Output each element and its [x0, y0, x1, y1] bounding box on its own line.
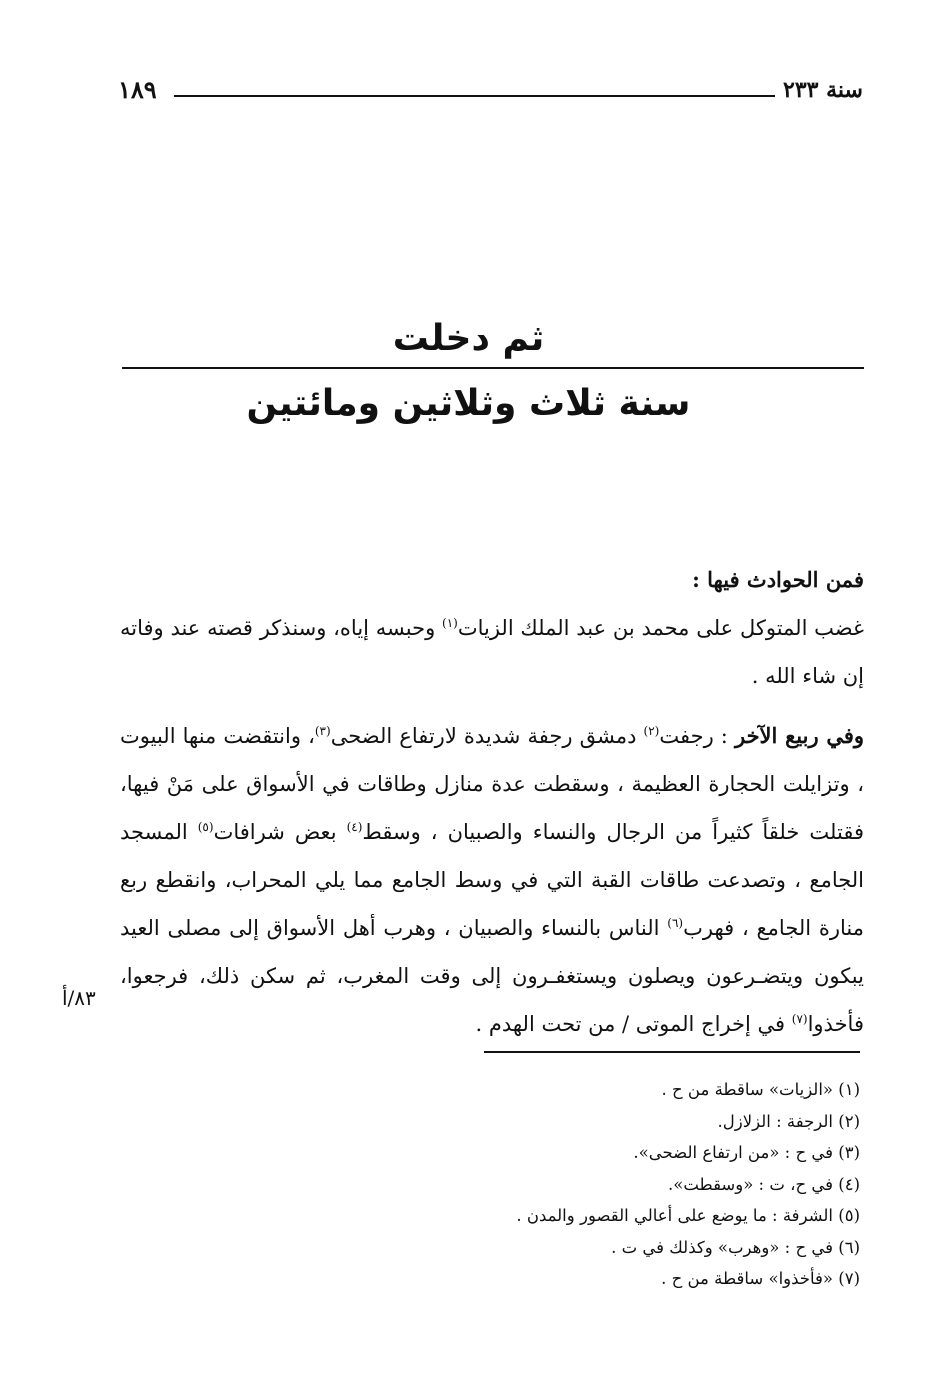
paragraph-2-text-b: دمشق رجفة شديدة لارتفاع الضحى [330, 724, 644, 748]
footnote-6: (٦) في ح : «وهرب» وكذلك في ت . [611, 1237, 860, 1257]
paragraph-1 [120, 604, 864, 700]
footnote-ref-2[interactable]: (٢) [643, 724, 660, 738]
footnote-ref-4[interactable]: (٤) [346, 820, 363, 834]
main-text [120, 556, 864, 1048]
footnote-ref-5[interactable]: (٥) [197, 820, 214, 834]
footnote-ref-6[interactable]: (٦) [667, 916, 684, 930]
chapter-heading-rule [122, 367, 864, 369]
footnote-5: (٥) الشرفة : ما يوضع على أعالي القصور والمدن . [516, 1206, 860, 1225]
footnote-separator [484, 1051, 860, 1053]
footnote-4: (٤) في ح، ت : «وسقطت». [668, 1174, 860, 1194]
footnote-ref-3[interactable]: (٣) [314, 724, 331, 738]
paragraph-2 [120, 712, 864, 1048]
header-rule [174, 95, 775, 97]
paragraph-1-text-b: وحبسه إياه، وسنذكر قصته عند وفاته إن شاء الله . [120, 616, 864, 688]
paragraph-2-text-g: في إخراج الموتى / من تحت الهدم . [475, 1012, 792, 1036]
footnote-1: (١) «الزيات» ساقطة من ح . [661, 1080, 860, 1099]
chapter-heading-line-2: سنة ثلاث وثلاثين ومائتين [246, 383, 691, 424]
chapter-heading-line-1: ثم دخلت [392, 318, 545, 359]
paragraph-1-text-a: غضب المتوكل على محمد بن عبد الملك الزيات [457, 616, 864, 640]
paragraph-2-text-c: ، وانتقضت منها البيوت ، وتزايلت الحجارة العظيمة ، وسقطت عدة منازل وطاقات في الأسواق على مَنْ فيها، فقتلت خلقاً كثيراً من الرجال والنساء والصبيان ، وسقط [120, 724, 864, 844]
footnote-7: (٧) «فأخذوا» ساقطة من ح . [661, 1269, 860, 1288]
paragraph-2-bold-lead: وفي ربيع الآخر [734, 723, 865, 748]
running-header [118, 75, 863, 109]
paragraph-2-text-d: بعض شرافات [213, 820, 347, 844]
paragraph-2-text-a: : رجفت [659, 724, 735, 748]
paragraph-2-text-e: المسجد الجامع ، وتصدعت طاقات القبة التي في وسط الجامع مما يلي المحراب، وانقطع ربع منارة الجامع ، فهرب [120, 820, 865, 940]
footnotes [260, 1074, 860, 1295]
footnote-2: (٢) الرجفة : الزلازل. [717, 1111, 860, 1131]
section-intro: فمن الحوادث فيها : [692, 567, 864, 592]
footnote-3: (٣) في ح : «من ارتفاع الضحى». [633, 1143, 860, 1162]
paragraph-2-text-f: الناس بالنساء والصبيان ، وهرب أهل الأسواق إلى مصلى العيد يبكون ويتضـرعون ويصلون ويستغفـرون إلى وقت المغرب، ثم سكن ذلك، فرجعوا، فأخذوا [120, 916, 864, 1036]
page-number: ١٨٩ [118, 75, 157, 104]
running-title: سنة ٢٣٣ [783, 77, 863, 103]
manuscript-folio-note: ٨٣/أ [62, 986, 96, 1010]
footnote-ref-7[interactable]: (٧) [791, 1012, 808, 1026]
footnote-ref-1[interactable]: (١) [442, 616, 458, 630]
